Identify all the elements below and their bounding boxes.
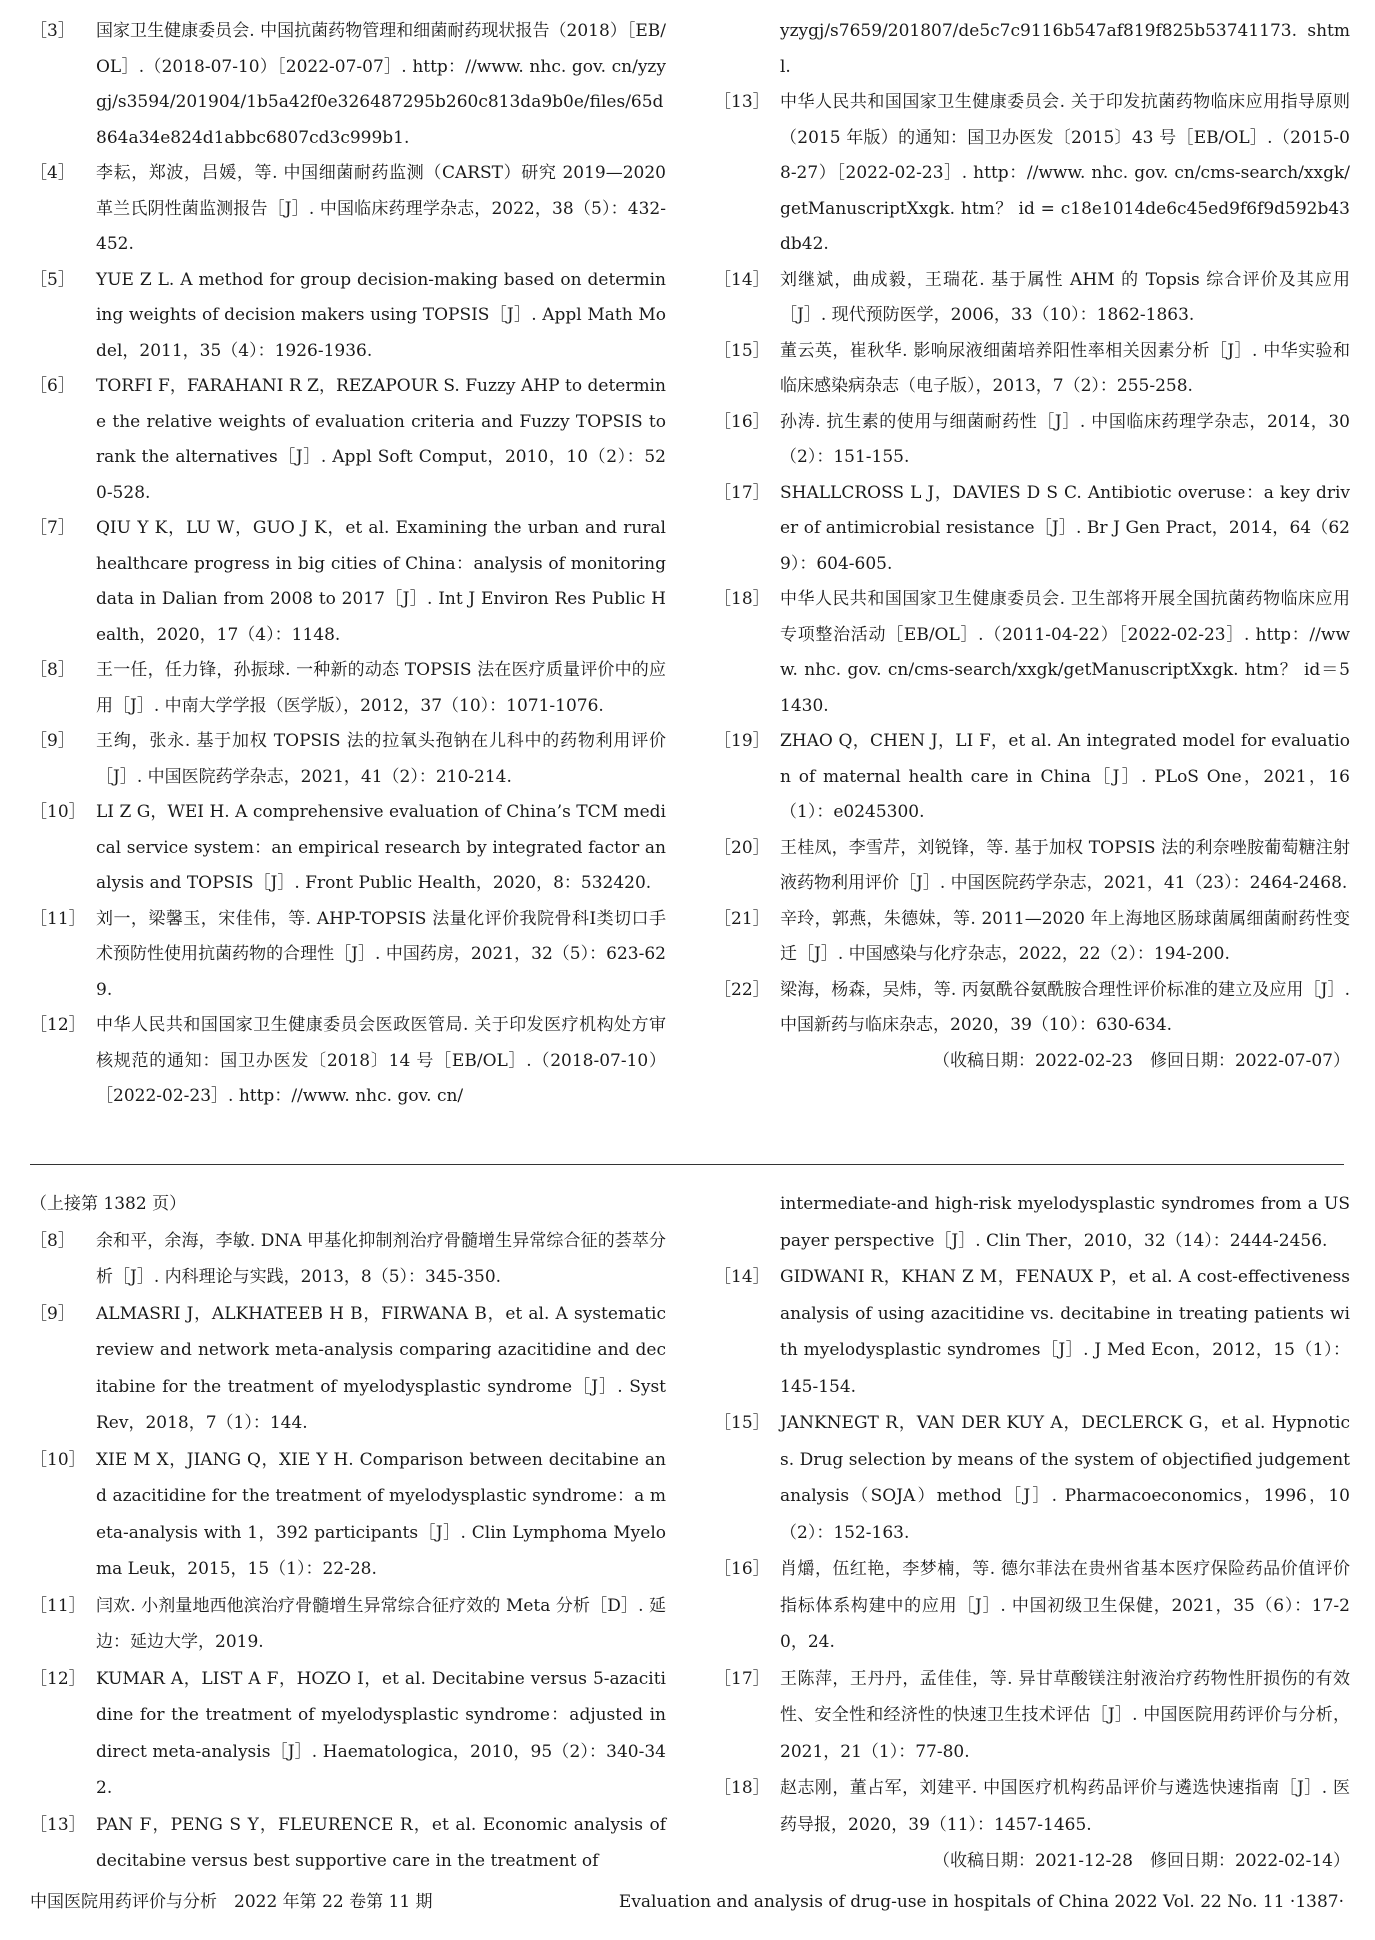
- reference-entry: [714, 582, 1350, 724]
- reference-text: ALMASRI J，ALKHATEEB H B，FIRWANA B，et al. A systematic review and network meta-analysis comparing azacitidine and decitabine for the treatment of myelodysplastic syndrome［J］. Syst Rev，2018，7（1）：144.: [96, 1303, 666, 1433]
- reference-entry: [30, 1296, 666, 1442]
- reference-entry: [714, 85, 1350, 263]
- reference-text: 辛玲，郭燕，朱德妹，等. 2011—2020 年上海地区肠球菌属细菌耐药性变迁［J］. 中国感染与化疗杂志，2022，22（2）：194-200.: [780, 908, 1350, 964]
- reference-number: ［14］: [714, 269, 770, 290]
- reference-number: ［10］: [30, 802, 86, 822]
- references-column-left: [30, 1186, 666, 1880]
- section-divider: [30, 1164, 1344, 1165]
- received-date: （收稿日期：2021-12-28 修回日期：2022-02-14）: [932, 1851, 1350, 1871]
- reference-number: ［11］: [30, 1595, 86, 1616]
- reference-number: ［18］: [714, 589, 770, 609]
- reference-number: ［20］: [714, 837, 770, 858]
- reference-text: JANKNEGT R，VAN DER KUY A，DECLERCK G，et al. Hypnotics. Drug selection by means of the system of objectified judgement analysis（SOJA）method［J］. Pharmacoeconomics，1996，10（2）：152-163.: [780, 1413, 1350, 1543]
- reference-number: ［9］: [30, 731, 75, 751]
- reference-entry: [714, 334, 1350, 405]
- reference-entry: [714, 973, 1350, 1044]
- reference-number: ［11］: [30, 908, 86, 929]
- reference-list: [714, 1259, 1350, 1843]
- reference-text: 王一任，任力锋，孙振球. 一种新的动态 TOPSIS 法在医疗质量评价中的应用［J］. 中南大学学报（医学版），2012，37（10）：1071-1076.: [96, 660, 666, 716]
- reference-text: 孙涛. 抗生素的使用与细菌耐药性［J］. 中国临床药理学杂志，2014，30（2）：151-155.: [780, 411, 1350, 467]
- reference-text: 中华人民共和国国家卫生健康委员会. 卫生部将开展全国抗菌药物临床应用专项整治活动［EB/OL］.（2011-04-22）［2022-02-23］. http：//www. nhc. gov. cn/cms-search/xxgk/getManuscriptXxgk. htm？ id＝51430.: [780, 589, 1350, 716]
- reference-entry: [714, 1551, 1350, 1661]
- reference-entry: [30, 795, 666, 902]
- reference-number: ［22］: [714, 979, 770, 1000]
- reference-text: XIE M X，JIANG Q，XIE Y H. Comparison between decitabine and azacitidine for the treatment of myelodysplastic syndrome：a meta-analysis with 1，392 participants［J］. Clin Lymphoma Myeloma Leuk，2015，15（1）：22-28.: [96, 1449, 666, 1579]
- reference-entry: [30, 369, 666, 511]
- reference-number: ［5］: [30, 269, 75, 290]
- reference-number: ［13］: [714, 92, 770, 112]
- reference-text: 王桂凤，李雪芹，刘锐锋，等. 基于加权 TOPSIS 法的利奈唑胺葡萄糖注射液药物利用评价［J］. 中国医院药学杂志，2021，41（23）：2464-2468.: [780, 837, 1350, 893]
- reference-number: ［12］: [30, 1015, 86, 1035]
- reference-text: 余和平，余海，李敏. DNA 甲基化抑制剂治疗骨髓增生异常综合征的荟萃分析［J］. 内科理论与实践，2013，8（5）：345-350.: [96, 1230, 666, 1287]
- references-column-left: [30, 14, 666, 1115]
- reference-number: ［3］: [30, 21, 75, 41]
- reference-list: [714, 85, 1350, 1044]
- reference-text: 中华人民共和国国家卫生健康委员会医政医管局. 关于印发医疗机构处方审核规范的通知：国卫办医发〔2018〕14 号［EB/OL］.（2018-07-10）［2022-02-23］. http：//www. nhc. gov. cn/: [96, 1015, 666, 1106]
- reference-entry: [714, 1259, 1350, 1405]
- reference-number: ［8］: [30, 660, 75, 680]
- reference-entry: [30, 1807, 666, 1880]
- reference-entry: [714, 263, 1350, 334]
- reference-entry: [714, 476, 1350, 583]
- reference-entry: [30, 1442, 666, 1588]
- reference-text: 赵志刚，董占军，刘建平. 中国医疗机构药品评价与遴选快速指南［J］. 医药导报，2020，39（11）：1457-1465.: [780, 1778, 1350, 1835]
- page-footer: [30, 1887, 1344, 1917]
- reference-text: GIDWANI R，KHAN Z M，FENAUX P，et al. A cost-effectiveness analysis of using azacitidine vs. decitabine in treating patients with myelodysplastic syndromes［J］. J Med Econ，2012，15（1）：145-154.: [780, 1267, 1350, 1397]
- reference-text: ZHAO Q，CHEN J，LI F，et al. An integrated model for evaluation of maternal health care in China［J］. PLoS One，2021，16（1）：e0245300.: [780, 731, 1350, 822]
- reference-entry: [714, 1770, 1350, 1843]
- received-date: （收稿日期：2022-02-23 修回日期：2022-07-07）: [932, 1050, 1350, 1071]
- reference-number: ［19］: [714, 731, 770, 751]
- reference-continuation: yzygj/s7659/201807/de5c7c9116b547af819f825b53741173. shtml.: [780, 21, 1350, 77]
- reference-number: ［9］: [30, 1303, 75, 1324]
- reference-number: ［6］: [30, 376, 75, 396]
- reference-number: ［17］: [714, 482, 770, 503]
- reference-entry: [714, 1661, 1350, 1771]
- continuation-note: （上接第 1382 页）: [30, 1194, 187, 1214]
- reference-entry: [30, 511, 666, 653]
- reference-entry: [30, 263, 666, 370]
- reference-text: TORFI F，FARAHANI R Z，REZAPOUR S. Fuzzy AHP to determine the relative weights of evaluation criteria and Fuzzy TOPSIS to rank the alternatives［J］. Appl Soft Comput，2010，10（2）：520-528.: [96, 376, 666, 503]
- reference-entry: [30, 156, 666, 263]
- reference-text: YUE Z L. A method for group decision-making based on determining weights of decision makers using TOPSIS［J］. Appl Math Model，2011，35（4）：1926-1936.: [96, 269, 666, 361]
- reference-number: ［15］: [714, 340, 770, 361]
- reference-number: ［13］: [30, 1814, 86, 1835]
- reference-entry: [714, 1405, 1350, 1551]
- reference-entry: [30, 1588, 666, 1661]
- reference-text: 董云英，崔秋华. 影响尿液细菌培养阳性率相关因素分析［J］. 中华实验和临床感染病杂志（电子版），2013，7（2）：255-258.: [780, 340, 1350, 396]
- references-column-right: [714, 1186, 1350, 1880]
- reference-text: 刘继斌，曲成毅，王瑞花. 基于属性 AHM 的 Topsis 综合评价及其应用［J］. 现代预防医学，2006，33（10）：1862-1863.: [780, 269, 1350, 325]
- reference-text: 刘一，梁馨玉，宋佳伟，等. AHP-TOPSIS 法量化评价我院骨科Ⅰ类切口手术预防性使用抗菌药物的合理性［J］. 中国药房，2021，32（5）：623-629.: [96, 908, 666, 1000]
- reference-continuation: intermediate-and high-risk myelodysplastic syndromes from a US payer perspective［J］. Clin Ther，2010，32（14）：2444-2456.: [780, 1194, 1350, 1251]
- reference-number: ［12］: [30, 1668, 86, 1689]
- reference-entry: [714, 724, 1350, 831]
- reference-entry: [30, 1661, 666, 1807]
- reference-text: QIU Y K，LU W，GUO J K，et al. Examining the urban and rural healthcare progress in big cities of China：analysis of monitoring data in Dalian from 2008 to 2017［J］. Int J Environ Res Public Health，2020，17（4）：1148.: [96, 518, 666, 645]
- reference-number: ［17］: [714, 1668, 770, 1689]
- reference-entry: [714, 831, 1350, 902]
- reference-number: ［18］: [714, 1778, 770, 1798]
- reference-entry: [714, 902, 1350, 973]
- reference-text: 闫欢. 小剂量地西他滨治疗骨髓增生异常综合征疗效的 Meta 分析［D］. 延边：延边大学，2019.: [96, 1595, 666, 1652]
- references-section-top: [30, 14, 1350, 1154]
- reference-text: 梁海，杨森，吴炜，等. 丙氨酰谷氨酰胺合理性评价标准的建立及应用［J］. 中国新药与临床杂志，2020，39（10）：630-634.: [780, 979, 1350, 1035]
- reference-entry: [714, 405, 1350, 476]
- reference-number: ［16］: [714, 1559, 770, 1579]
- reference-entry: [30, 1008, 666, 1115]
- reference-number: ［8］: [30, 1230, 75, 1251]
- reference-entry: [30, 1223, 666, 1296]
- reference-number: ［16］: [714, 411, 770, 432]
- reference-entry: [30, 724, 666, 795]
- reference-text: LI Z G，WEI H. A comprehensive evaluation of China’s TCM medical service system：an empirical research by integrated factor analysis and TOPSIS［J］. Front Public Health，2020，8：532420.: [96, 802, 666, 893]
- reference-text: 王绚，张永. 基于加权 TOPSIS 法的拉氧头孢钠在儿科中的药物利用评价［J］. 中国医院药学杂志，2021，41（2）：210-214.: [96, 731, 666, 787]
- reference-text: SHALLCROSS L J，DAVIES D S C. Antibiotic overuse：a key driver of antimicrobial resistance［J］. Br J Gen Pract，2014，64（629）：604-605.: [780, 482, 1350, 574]
- reference-number: ［21］: [714, 908, 770, 929]
- reference-entry: [30, 14, 666, 156]
- references-section-bottom: [30, 1186, 1350, 1871]
- reference-list: [30, 14, 666, 1115]
- reference-text: 王陈萍，王丹丹，孟佳佳，等. 异甘草酸镁注射液治疗药物性肝损伤的有效性、安全性和经济性的快速卫生技术评估［J］. 中国医院用药评价与分析，2021，21（1）：77-80.: [780, 1668, 1350, 1762]
- journal-name-en-page-number: Evaluation and analysis of drug-use in hospitals of China 2022 Vol. 22 No. 11 ·1387·: [618, 1892, 1344, 1912]
- reference-text: 中华人民共和国国家卫生健康委员会. 关于印发抗菌药物临床应用指导原则（2015 年版）的通知：国卫办医发〔2015〕43 号［EB/OL］.（2015-08-27）［2022-02-23］. http：//www. nhc. gov. cn/cms-search/xxgk/getManuscriptXxgk. htm？ id = c18e1014de6c45ed9f6f9d592b43db42.: [780, 92, 1350, 254]
- reference-number: ［4］: [30, 163, 75, 183]
- reference-number: ［15］: [714, 1413, 770, 1433]
- reference-entry: [30, 902, 666, 1009]
- journal-name-cn: 中国医院用药评价与分析 2022 年第 22 卷第 11 期: [30, 1892, 433, 1912]
- reference-text: KUMAR A，LIST A F，HOZO I，et al. Decitabine versus 5-azacitidine for the treatment of myelodysplastic syndrome：adjusted indirect meta-analysis［J］. Haematologica，2010，95（2）：340-342.: [96, 1668, 666, 1798]
- reference-number: ［7］: [30, 518, 75, 538]
- references-column-right: [714, 14, 1350, 1079]
- reference-list: [30, 1223, 666, 1880]
- reference-text: 肖爝，伍红艳，李梦楠，等. 德尔菲法在贵州省基本医疗保险药品价值评价指标体系构建中的应用［J］. 中国初级卫生保健，2021，35（6）：17-20，24.: [780, 1559, 1350, 1652]
- reference-number: ［10］: [30, 1449, 86, 1470]
- reference-entry: [30, 653, 666, 724]
- reference-text: 国家卫生健康委员会. 中国抗菌药物管理和细菌耐药现状报告（2018）［EB/OL］.（2018-07-10）［2022-07-07］. http：//www. nhc. gov. cn/yzygj/s3594/201904/1b5a42f0e326487295b260c813da9b0e/files/65d864a34e824d1abbc6807cd3c999b1.: [96, 21, 666, 148]
- reference-text: 李耘，郑波，吕媛，等. 中国细菌耐药监测（CARST）研究 2019—2020 革兰氏阴性菌监测报告［J］. 中国临床药理学杂志，2022，38（5）：432-452.: [96, 163, 666, 254]
- reference-text: PAN F，PENG S Y，FLEURENCE R，et al. Economic analysis of decitabine versus best supportive care in the treatment of: [96, 1814, 666, 1871]
- reference-number: ［14］: [714, 1267, 770, 1287]
